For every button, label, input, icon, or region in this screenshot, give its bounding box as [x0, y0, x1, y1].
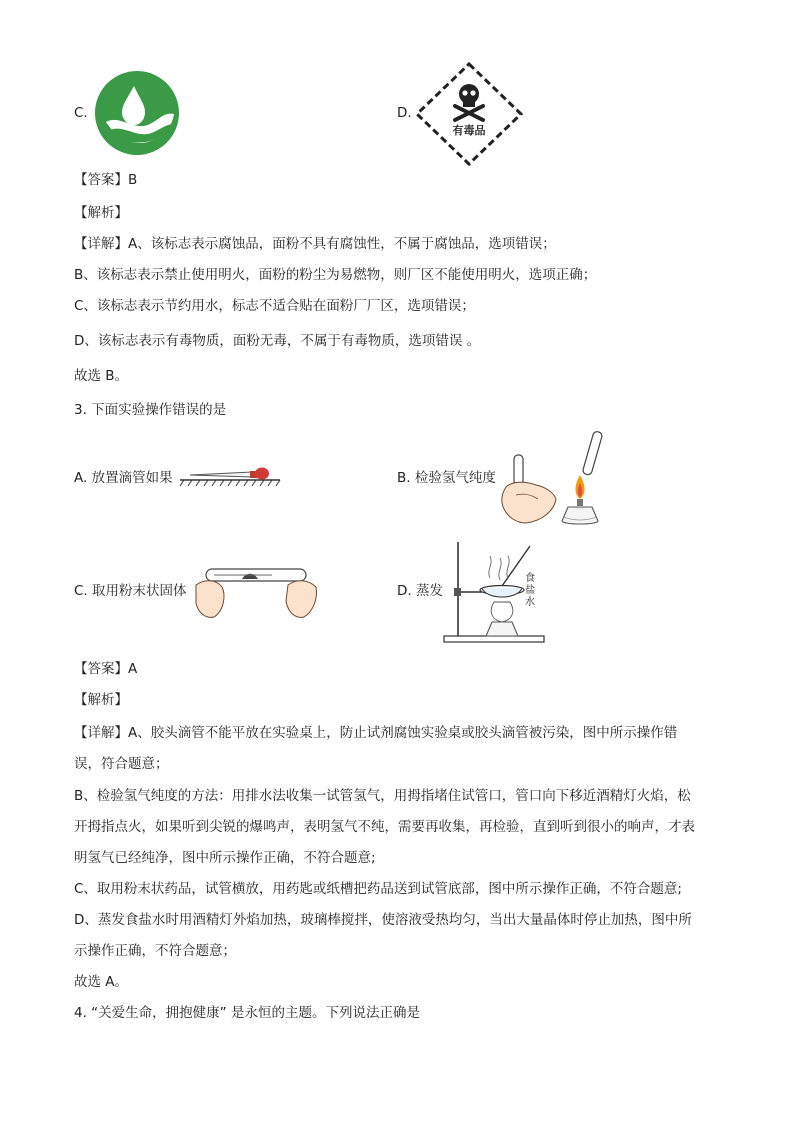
- q2-detail-line: D、该标志表示有毒物质，面粉无毒，不属于有毒物质，选项错误 。: [74, 333, 481, 349]
- powder-test-tube-icon: [192, 561, 322, 621]
- q2-detail-line: B、该标志表示禁止使用明火，面粉的粉尘为易燃物，则厂区不能使用明火，选项正确；: [74, 267, 597, 283]
- q3-detail-line: B、检验氢气纯度的方法：用排水法收集一试管氢气，用拇指堵住试管口，管口向下移近酒精灯火焰，松: [74, 788, 691, 804]
- q3-detail-line: C、取用粉末状药品，试管横放，用药匙或纸槽把药品送到试管底部，图中所示操作正确，不符合题意;: [74, 881, 682, 897]
- water-saving-sign-icon: [94, 70, 180, 156]
- hydrogen-purity-test-icon: [498, 425, 616, 529]
- q3-option-b-label: B. 检验氢气纯度: [397, 470, 496, 486]
- q2-detail-line: C、该标志表示节约用水，标志不适合贴在面粉厂厂区，选项错误；: [74, 298, 475, 314]
- q3-detail-line: 明氢气已经纯净，图中所示操作正确，不符合题意;: [74, 850, 376, 866]
- q3-option-a-label: A. 放置滴管如果: [74, 470, 173, 486]
- q3-conclusion: 故选 A。: [74, 974, 129, 990]
- q3-question: 3. 下面实验操作错误的是: [74, 402, 227, 418]
- poison-sign-icon: [415, 62, 523, 166]
- q2-detail-line: 【详解】A、该标志表示腐蚀品，面粉不具有腐蚀性，不属于腐蚀品，选项错误；: [74, 236, 556, 252]
- q3-analysis-title: 【解析】: [74, 692, 128, 708]
- q4-question: 4. “关爱生命，拥抱健康” 是永恒的主题。下列说法正确是: [74, 1005, 420, 1021]
- annotation-char: 水: [525, 597, 535, 608]
- q3-answer: 【答案】A: [74, 661, 138, 677]
- salt-water-annotation: [525, 573, 535, 609]
- q3-detail-line: 误，符合题意；: [74, 756, 169, 772]
- q2-conclusion: 故选 B。: [74, 368, 129, 384]
- q3-analysis-word: 解析: [87, 692, 115, 708]
- poison-sign-text: 有毒品: [452, 124, 486, 137]
- q2-answer: 【答案】B: [74, 172, 138, 188]
- dropper-on-table-icon: [180, 462, 285, 488]
- q3-option-d-label: D. 蒸发: [397, 583, 443, 599]
- annotation-char: 盐: [525, 585, 535, 596]
- q3-detail-line: 示操作正确，不符合题意；: [74, 943, 236, 959]
- q3-detail-line: 开拇指点火，如果听到尖锐的爆鸣声，表明氢气不纯，需要再收集，再检验，直到听到很小的响声，才表: [74, 819, 695, 835]
- annotation-char: 食: [525, 573, 535, 584]
- q3-detail-line: 【详解】A、胶头滴管不能平放在实验桌上，防止试剂腐蚀实验桌或胶头滴管被污染，图中所示操作错: [74, 725, 678, 741]
- evaporation-apparatus-icon: [442, 536, 552, 646]
- option-c-label: C.: [74, 105, 88, 121]
- option-d-label: D.: [397, 105, 412, 121]
- q3-option-c-label: C. 取用粉末状固体: [74, 583, 187, 599]
- q3-detail-line: D、蒸发食盐水时用酒精灯外焰加热，玻璃棒搅拌，使溶液受热均匀，当出大量晶体时停止加热，图中所: [74, 912, 692, 928]
- q2-analysis-title: 【解析】: [74, 205, 128, 221]
- q2-analysis-word: 解析: [87, 205, 115, 221]
